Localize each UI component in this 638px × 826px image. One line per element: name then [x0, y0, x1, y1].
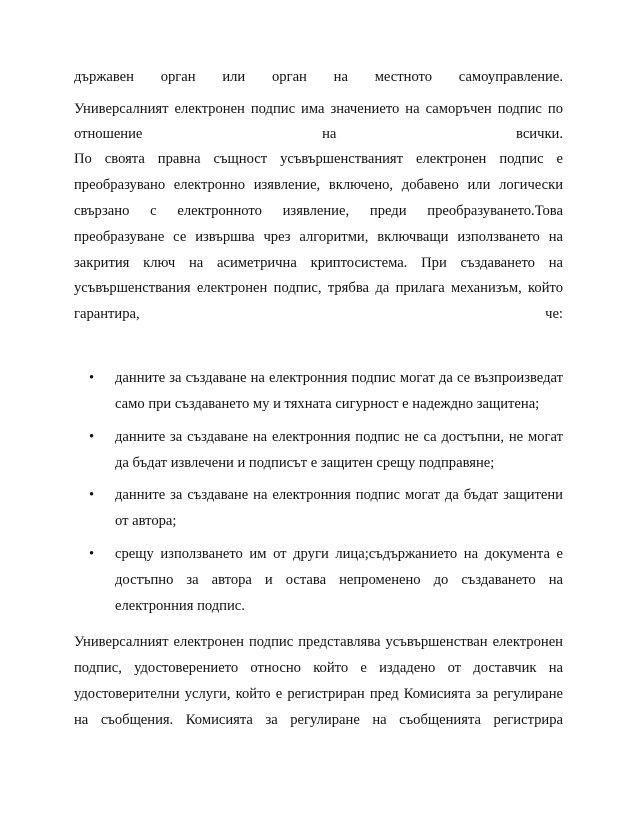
text-line: държавен орган или орган на местното самоуправление. — [74, 69, 563, 85]
text-line: закрития ключ на асиметрична криптосистема. При създаването на — [74, 255, 563, 271]
list-item-line: само при създаването му и тяхната сигурност е надеждно защитена; — [115, 396, 540, 412]
list-item-line: достъпно за автора и остава непроменено до създаването на — [115, 572, 563, 588]
list-item-line: данните за създаване на електронния подпис могат да бъдат защитени — [115, 487, 563, 503]
list-item-line: от автора; — [115, 513, 177, 529]
bullet-marker: • — [89, 370, 95, 386]
text-line: преобразувано електронно изявление, включено, добавено или логически — [74, 177, 563, 193]
text-line: удостоверителни услуги, който е регистриран пред Комисията за регулиране — [74, 686, 563, 702]
text-line: преобразуване се извършва чрез алгоритми, включващи използването на — [74, 229, 563, 245]
text-line: Универсалният електронен подпис представлява усъвършенстван електронен — [74, 634, 563, 650]
list-item-line: да бъдат извлечени и подписът е защитен срещу подправяне; — [115, 455, 495, 471]
text-line: гарантира, че: — [74, 306, 563, 322]
text-line: подпис, удостоверението относно който е издадено от доставчик на — [74, 660, 563, 676]
text-line: свързано с електронното изявление, преди преобразуването.Това — [74, 203, 563, 219]
text-line: Универсалният електронен подпис има значението на саморъчен подпис по — [74, 101, 563, 117]
list-item-line: данните за създаване на електронния подпис могат да се възпроизведат — [115, 370, 563, 386]
list-item-line: срещу използването им от други лица;съдържанието на документа е — [115, 546, 563, 562]
text-line: на съобщения. Комисията за регулиране на съобщенията регистрира — [74, 712, 563, 728]
text-line: По своята правна същност усъвършенстваният електронен подпис е — [74, 151, 563, 167]
list-item-line: данните за създаване на електронния подпис не са достъпни, не могат — [115, 429, 563, 445]
list-item-line: електронния подпис. — [115, 598, 245, 614]
bullet-marker: • — [89, 429, 95, 445]
bullet-marker: • — [89, 546, 95, 562]
bullet-marker: • — [89, 487, 95, 503]
text-line: усъвършенствания електронен подпис, трябва да прилага механизъм, който — [74, 280, 563, 296]
text-line: отношение на всички. — [74, 126, 563, 142]
